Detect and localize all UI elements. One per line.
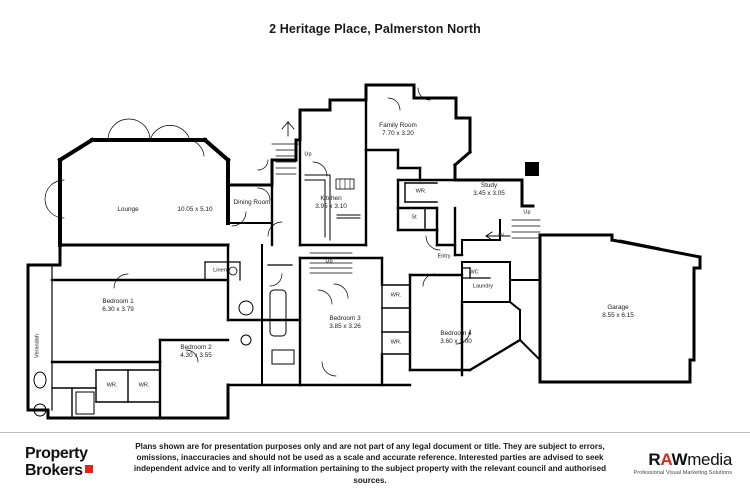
room-dims: 7.70 x 3.20	[382, 130, 414, 137]
room-name: Bedroom 1	[102, 298, 134, 305]
room-name: Linen	[213, 267, 227, 274]
room-name: WR.	[390, 339, 402, 346]
room-name: Lounge	[117, 206, 139, 213]
walls-group	[28, 85, 700, 418]
room-name: WC	[469, 269, 479, 276]
room-dims: 10.05 x 5.10	[177, 206, 213, 213]
room-label-wr-bed1	[107, 383, 118, 390]
entry-direction: IN	[498, 232, 504, 239]
disclaimer-text: Plans shown are for presentation purposes only and are not part of any legal document or title. They are subject to errors, omissions, inaccuracies and should not be used as a scale and accurate reference. Interested parties are advised to seek independent advice and to verify all information pertaining to the subject property with the relevant council and authorised sources.	[133, 442, 607, 485]
room-name: WR.	[138, 382, 150, 389]
room-label-wr-bed3-upper	[391, 293, 402, 300]
room-name: Family Room	[379, 122, 417, 129]
room-label-garage	[602, 304, 634, 320]
floor-plan-svg	[0, 40, 750, 430]
floor-plan	[0, 40, 750, 430]
room-dims: 3.95 x 3.10	[315, 203, 347, 210]
page-title: 2 Heritage Place, Palmerston North	[269, 22, 481, 36]
room-label-bedroom-2	[180, 344, 212, 360]
raw-media-word: media	[687, 450, 732, 469]
room-name: Bedroom 3	[329, 315, 361, 322]
room-label-wc	[469, 270, 478, 277]
raw-media-tagline: Professional Visual Marketing Solutions	[633, 470, 732, 476]
room-name: Bedroom 2	[180, 344, 212, 351]
room-dims: 3.45 x 3.05	[473, 190, 505, 197]
room-name: WR.	[390, 292, 402, 299]
room-label-bedroom-4	[440, 330, 472, 346]
room-name: Kitchen	[320, 195, 342, 202]
room-name: Garage	[607, 304, 629, 311]
entry-arrow-label-in	[498, 233, 504, 240]
room-dims: 3.85 x 3.26	[329, 323, 361, 330]
room-dims: 3.60 x 3.00	[440, 338, 472, 345]
raw-media-a: A	[660, 450, 672, 469]
room-label-family-room	[379, 122, 417, 138]
room-label-wr-study	[416, 189, 427, 196]
stair-label-up-entry	[523, 210, 530, 217]
room-label-dining-room	[234, 199, 271, 207]
room-name: Study	[480, 182, 498, 189]
room-name: Dining Room	[233, 199, 271, 206]
room-dims: 8.55 x 6.15	[602, 312, 634, 319]
stair-label-up-kitchen	[304, 152, 311, 159]
property-brokers-logo	[25, 445, 117, 479]
room-name: Verandah	[34, 334, 41, 358]
room-label-study	[473, 182, 505, 198]
room-label-wr-bed3-lower	[391, 340, 402, 347]
room-dims: 6.30 x 3.79	[102, 306, 134, 313]
stair-direction: Up	[523, 209, 531, 216]
stair-label-up-hall	[325, 259, 332, 266]
room-label-bedroom-1	[102, 298, 134, 314]
room-label-laundry	[473, 284, 493, 291]
room-label-wr-bed2	[139, 383, 150, 390]
room-label-linen	[213, 268, 227, 275]
property-brokers-square-icon	[85, 465, 93, 473]
room-label-bedroom-3	[329, 315, 361, 331]
room-label-lounge	[117, 206, 138, 214]
room-dims: 4.30 x 3.55	[180, 352, 212, 359]
room-dims-lounge	[177, 206, 212, 214]
room-name: Bedroom 4	[440, 330, 472, 337]
room-name: St	[411, 214, 417, 221]
property-brokers-line2: Brokers	[25, 462, 83, 479]
stair-direction: Up	[304, 151, 312, 158]
property-brokers-line1: Property	[25, 445, 88, 462]
room-label-entry	[437, 254, 450, 261]
raw-media-r: R	[648, 450, 661, 469]
room-label-st	[411, 215, 416, 222]
room-name: Entry	[437, 253, 451, 260]
raw-media-logo	[634, 451, 733, 476]
room-label-kitchen	[315, 195, 347, 211]
footer	[0, 432, 750, 501]
room-name: WR.	[106, 382, 118, 389]
room-label-verandah	[35, 334, 42, 358]
raw-media-w: W	[671, 450, 688, 469]
room-name: WR.	[415, 188, 427, 195]
room-name: Laundry	[472, 283, 494, 290]
stair-direction: Up	[325, 258, 333, 265]
